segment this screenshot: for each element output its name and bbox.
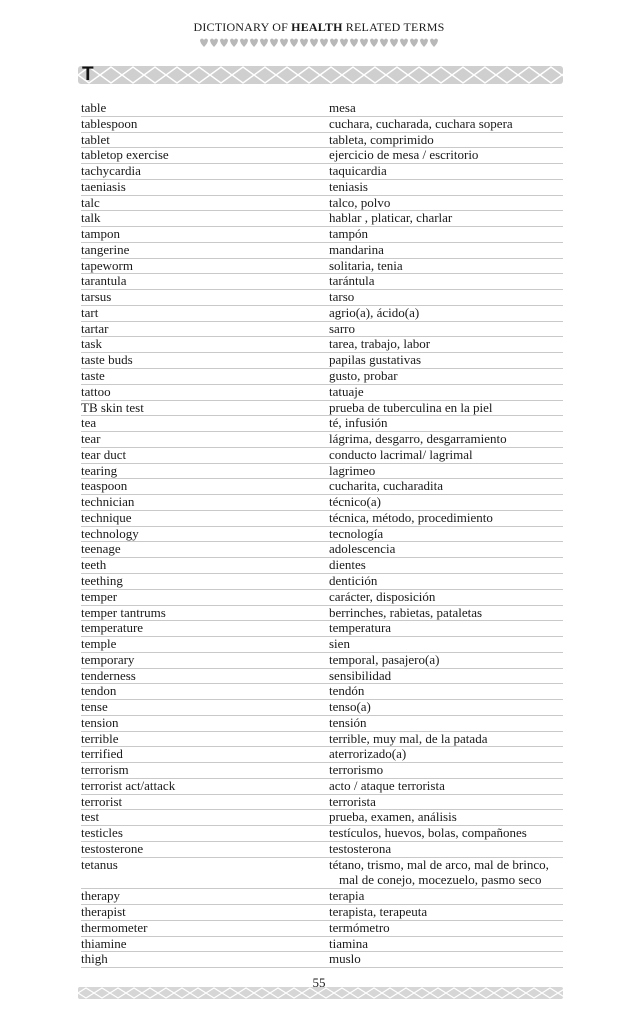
spanish-translation: temporal, pasajero(a) — [329, 651, 440, 667]
heart-ornament-icon — [240, 39, 248, 48]
glossary-entry — [81, 511, 563, 527]
glossary-entry — [81, 211, 563, 227]
glossary-entry — [81, 669, 563, 685]
spanish-translation: terrible, muy mal, de la patada — [329, 730, 488, 746]
heart-ornament-icon — [220, 39, 228, 48]
glossary-entry — [81, 148, 563, 164]
glossary-entry — [81, 558, 563, 574]
page-number: 55 — [312, 975, 326, 990]
glossary-entry — [81, 716, 563, 732]
english-term: teeth — [81, 557, 107, 573]
glossary-entry — [81, 243, 563, 259]
section-letter: T — [82, 64, 94, 85]
english-term: tachycardia — [81, 163, 141, 179]
spanish-translation-continuation: mal de conejo, mocezuelo, pasmo seco — [339, 871, 542, 887]
glossary-entry — [81, 196, 563, 212]
heart-ornament-icon — [260, 39, 268, 48]
glossary-entry — [81, 937, 563, 953]
spanish-translation: dentición — [329, 572, 378, 588]
glossary-entry — [81, 259, 563, 275]
english-term: tea — [81, 415, 97, 431]
glossary-entry — [81, 732, 563, 748]
english-term: talc — [81, 194, 100, 210]
spanish-translation: terrorismo — [329, 762, 384, 778]
spanish-translation: lagrimeo — [329, 462, 376, 478]
heart-ornament-icon — [280, 39, 288, 48]
header-prefix: DICTIONARY OF — [193, 20, 292, 34]
spanish-translation: conducto lacrimal/ lagrimal — [329, 446, 473, 462]
heart-ornament-icon — [250, 39, 258, 48]
english-term: temple — [81, 636, 117, 652]
english-term: temperature — [81, 620, 144, 636]
spanish-translation: solitaria, tenia — [329, 257, 403, 273]
english-term: teenage — [81, 541, 121, 557]
heart-ornament-icon — [370, 39, 378, 48]
glossary-entry — [81, 542, 563, 558]
heart-ornament-icon — [350, 39, 358, 48]
glossary-entry — [81, 606, 563, 622]
english-term: tangerine — [81, 241, 130, 257]
heart-ornament-icon — [390, 39, 398, 48]
english-term: terrorism — [81, 762, 129, 778]
heart-ornament-icon — [310, 39, 318, 48]
spanish-translation: cuchara, cucharada, cuchara sopera — [329, 115, 513, 131]
glossary-list — [81, 101, 563, 968]
spanish-translation: tarántula — [329, 273, 375, 289]
glossary-entry — [81, 164, 563, 180]
glossary-entry — [81, 306, 563, 322]
heart-ornament-icon — [300, 39, 308, 48]
spanish-translation: té, infusión — [329, 415, 388, 431]
spanish-translation: cucharita, cucharadita — [329, 478, 444, 494]
spanish-translation: técnica, método, procedimiento — [329, 509, 493, 525]
header-bold-word: HEALTH — [291, 20, 343, 34]
english-term: tense — [81, 699, 108, 715]
spanish-translation: prueba, examen, análisis — [329, 809, 457, 825]
glossary-entry — [81, 889, 563, 905]
english-term: tendon — [81, 683, 117, 699]
english-term: technique — [81, 509, 132, 525]
spanish-translation — [329, 857, 569, 887]
english-term: tension — [81, 714, 119, 730]
glossary-entry — [81, 353, 563, 369]
english-term: tampon — [81, 226, 120, 242]
english-term: testicles — [81, 825, 123, 841]
running-header — [0, 20, 638, 35]
spanish-translation: tampón — [329, 226, 368, 242]
spanish-translation: tensión — [329, 714, 367, 730]
glossary-entry — [81, 621, 563, 637]
english-term: technician — [81, 494, 135, 510]
english-term: thigh — [81, 951, 108, 967]
glossary-entry — [81, 101, 563, 117]
spanish-translation: aterrorizado(a) — [329, 746, 407, 762]
english-term: terrorist — [81, 793, 123, 809]
glossary-entry — [81, 952, 563, 968]
english-term: terrified — [81, 746, 123, 762]
english-term: teaspoon — [81, 478, 128, 494]
english-term: tear — [81, 431, 101, 447]
spanish-translation: dientes — [329, 557, 366, 573]
glossary-entry — [81, 274, 563, 290]
heart-ornament-icon — [400, 39, 408, 48]
spanish-translation: tarso — [329, 289, 355, 305]
spanish-translation: tendón — [329, 683, 365, 699]
heart-ornament-row — [196, 37, 440, 49]
heart-ornament-icon — [200, 39, 208, 48]
glossary-entry — [81, 432, 563, 448]
spanish-translation: terapista, terapeuta — [329, 904, 428, 920]
spanish-translation: hablar , platicar, charlar — [329, 210, 453, 226]
glossary-entry — [81, 448, 563, 464]
english-term: terrible — [81, 730, 119, 746]
heart-ornament-icon — [420, 39, 428, 48]
glossary-entry — [81, 401, 563, 417]
english-term: task — [81, 336, 102, 352]
heart-ornament-icon — [340, 39, 348, 48]
spanish-translation: terrorista — [329, 793, 376, 809]
english-term: tetanus — [81, 856, 118, 872]
english-term: teething — [81, 572, 123, 588]
spanish-translation: sensibilidad — [329, 667, 392, 683]
heart-ornament-icon — [230, 39, 238, 48]
glossary-entry — [81, 826, 563, 842]
glossary-entry — [81, 574, 563, 590]
english-term: tenderness — [81, 667, 136, 683]
glossary-entry — [81, 117, 563, 133]
glossary-entry — [81, 464, 563, 480]
spanish-translation: mesa — [329, 100, 356, 115]
spanish-translation: tableta, comprimido — [329, 131, 434, 147]
heart-ornament-icon — [270, 39, 278, 48]
spanish-translation: tenso(a) — [329, 699, 371, 715]
spanish-translation: técnico(a) — [329, 494, 381, 510]
spanish-translation: sien — [329, 636, 350, 652]
english-term: talk — [81, 210, 101, 226]
spanish-translation: termómetro — [329, 919, 390, 935]
glossary-entry — [81, 385, 563, 401]
english-term: temper — [81, 588, 118, 604]
english-term: technology — [81, 525, 139, 541]
header-suffix: RELATED TERMS — [342, 20, 445, 34]
english-term: thermometer — [81, 919, 148, 935]
spanish-translation: berrinches, rabietas, pataletas — [329, 604, 483, 620]
section-letter-band — [78, 64, 563, 86]
heart-ornament-icon — [210, 39, 218, 48]
heart-ornament-icon — [410, 39, 418, 48]
english-term: test — [81, 809, 100, 825]
glossary-entry — [81, 527, 563, 543]
heart-ornament-icon — [330, 39, 338, 48]
glossary-entry — [81, 653, 563, 669]
heart-ornament-icon — [380, 39, 388, 48]
glossary-entry — [81, 637, 563, 653]
spanish-translation: talco, polvo — [329, 194, 391, 210]
glossary-entry — [81, 905, 563, 921]
glossary-entry — [81, 842, 563, 858]
heart-ornament-icon — [290, 39, 298, 48]
heart-ornament-icon — [430, 39, 438, 48]
english-term: tarsus — [81, 289, 112, 305]
spanish-translation: testosterona — [329, 840, 392, 856]
glossary-entry — [81, 747, 563, 763]
english-term: tart — [81, 304, 99, 320]
spanish-translation: lágrima, desgarro, desgarramiento — [329, 431, 507, 447]
glossary-entry — [81, 858, 563, 890]
glossary-entry — [81, 779, 563, 795]
english-term: tartar — [81, 320, 109, 336]
glossary-entry — [81, 337, 563, 353]
english-term: tabletop exercise — [81, 147, 169, 163]
spanish-translation: ejercicio de mesa / escritorio — [329, 147, 479, 163]
english-term: taeniasis — [81, 178, 126, 194]
glossary-entry — [81, 921, 563, 937]
spanish-translation: papilas gustativas — [329, 352, 422, 368]
spanish-translation: tecnología — [329, 525, 384, 541]
english-term: tablespoon — [81, 115, 138, 131]
glossary-entry — [81, 416, 563, 432]
english-term: table — [81, 100, 107, 115]
spanish-translation: adolescencia — [329, 541, 396, 557]
english-term: thiamine — [81, 935, 127, 951]
spanish-translation: agrio(a), ácido(a) — [329, 304, 420, 320]
english-term: terrorist act/attack — [81, 777, 176, 793]
spanish-translation: testículos, huevos, bolas, compañones — [329, 825, 527, 841]
spanish-translation: temperatura — [329, 620, 392, 636]
english-term: TB skin test — [81, 399, 144, 415]
glossary-entry — [81, 322, 563, 338]
spanish-translation: mandarina — [329, 241, 384, 257]
glossary-entry — [81, 479, 563, 495]
spanish-translation: terapia — [329, 888, 365, 904]
ornamental-band — [78, 64, 563, 86]
english-term: testosterone — [81, 840, 144, 856]
glossary-entry — [81, 180, 563, 196]
spanish-translation-line: tétano, trismo, mal de arco, mal de brinco, — [329, 856, 549, 872]
glossary-entry — [81, 133, 563, 149]
english-term: tearing — [81, 462, 118, 478]
glossary-entry — [81, 684, 563, 700]
spanish-translation: sarro — [329, 320, 355, 336]
english-term: tablet — [81, 131, 110, 147]
glossary-entry — [81, 700, 563, 716]
english-term: taste — [81, 368, 105, 384]
glossary-entry — [81, 810, 563, 826]
spanish-translation: gusto, probar — [329, 368, 398, 384]
spanish-translation: tatuaje — [329, 383, 364, 399]
english-term: therapist — [81, 904, 126, 920]
glossary-entry — [81, 795, 563, 811]
spanish-translation: taquicardia — [329, 163, 387, 179]
english-term: tapeworm — [81, 257, 133, 273]
english-term: tarantula — [81, 273, 127, 289]
spanish-translation: tarea, trabajo, labor — [329, 336, 431, 352]
english-term: taste buds — [81, 352, 133, 368]
spanish-translation: prueba de tuberculina en la piel — [329, 399, 493, 415]
heart-ornament-icon — [320, 39, 328, 48]
english-term: temper tantrums — [81, 604, 166, 620]
spanish-translation: acto / ataque terrorista — [329, 777, 445, 793]
spanish-translation: teniasis — [329, 178, 368, 194]
glossary-entry — [81, 763, 563, 779]
spanish-translation: tiamina — [329, 935, 368, 951]
english-term: therapy — [81, 888, 120, 904]
glossary-entry — [81, 369, 563, 385]
english-term: tear duct — [81, 446, 127, 462]
glossary-entry — [81, 227, 563, 243]
english-term: temporary — [81, 651, 135, 667]
heart-ornament-icon — [360, 39, 368, 48]
english-term: tattoo — [81, 383, 111, 399]
spanish-translation: carácter, disposición — [329, 588, 436, 604]
glossary-entry — [81, 290, 563, 306]
glossary-entry — [81, 590, 563, 606]
glossary-entry — [81, 495, 563, 511]
spanish-translation: muslo — [329, 951, 361, 967]
